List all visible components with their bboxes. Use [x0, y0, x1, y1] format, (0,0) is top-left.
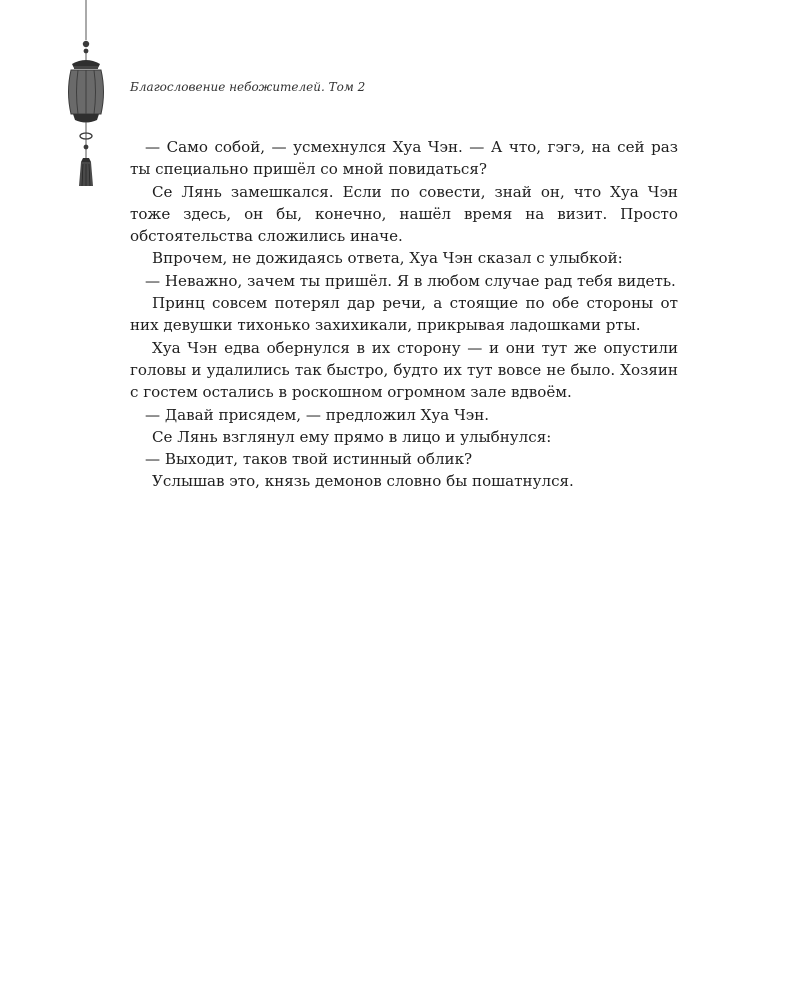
paragraph: — Неважно, зачем ты пришёл. Я в любом случае рад тебя видеть.: [145, 271, 676, 290]
paragraph: — Выходит, таков твой истинный облик?: [145, 450, 473, 469]
paragraph: Се Лянь взглянул ему прямо в лицо и улыбнулся:: [152, 427, 552, 446]
paragraph: Услышав это, князь демонов словно бы пошатнулся.: [152, 472, 574, 491]
paragraph: Се Лянь замешкался. Если по совести, знай он, что Хуа Чэн тоже здесь, он бы, конечно, нашёл время на визит. Просто обстоятельства сложились иначе.: [130, 182, 678, 246]
paragraph: — Давай присядем, — предложил Хуа Чэн.: [145, 405, 490, 424]
body-text: [130, 136, 678, 493]
paragraph: Впрочем, не дожидаясь ответа, Хуа Чэн сказал с улыбкой:: [152, 249, 623, 268]
paragraph: — Само собой, — усмехнулся Хуа Чэн. — А что, гэгэ, на сей раз ты специально пришёл со мной повидаться?: [130, 138, 678, 179]
paragraph: Хуа Чэн едва обернулся в их сторону — и они тут же опустили головы и удалились так быстро, будто их тут вовсе не было. Хозяин с гостем остались в роскошном огромном зале вдвоём.: [130, 338, 678, 402]
paragraph: Принц совсем потерял дар речи, а стоящие по обе стороны от них девушки тихонько захихикали, прикрывая ладошками рты.: [130, 294, 678, 335]
hanging-lantern-icon: [58, 0, 114, 192]
running-header: Благословение небожителей. Том 2: [130, 80, 366, 94]
